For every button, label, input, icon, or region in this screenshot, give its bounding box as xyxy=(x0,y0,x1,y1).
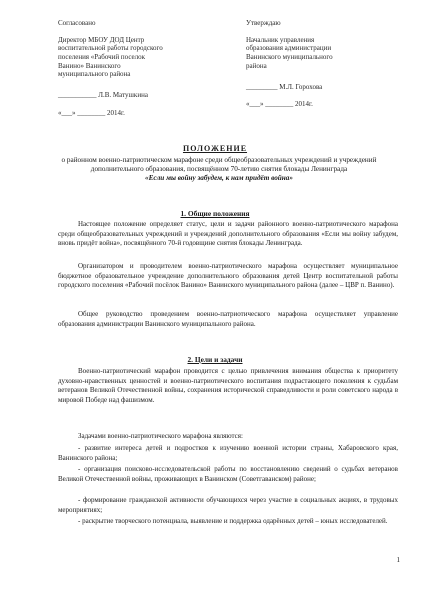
section-1-paragraph-2: Организатором и проводителем военно-патриотического марафона осуществляет муниципальное бюджетное образовательное учреждение дополнительного образования детей Центр воспитательной работы городского поселения «Рабочий посёлок Ванино» Ванинского муниципального района (далее – ЦВР п. Ванино). xyxy=(58,262,398,290)
document-title: ПОЛОЖЕНИЕ xyxy=(182,144,248,153)
approval-left-body: Директор МБОУ ДОД Центр воспитательной работы городского поселения «Рабочий поселок Ванино» Ванинского муниципального района xyxy=(58,35,163,79)
subtitle-text: о районном военно-патриотическом марафоне среди общеобразовательных учреждений и учреждений дополнительного образования, посвящённом 70-летию снятия блокады Ленинграда xyxy=(61,156,377,173)
approval-left-date: «___» ________ 2014г. xyxy=(58,108,125,117)
section-2-heading: 2. Цели и задачи xyxy=(187,355,243,364)
approval-right-date: «___» ________ 2014г. xyxy=(246,99,313,108)
approval-right-heading: Утверждаю xyxy=(246,18,281,27)
section-1-paragraph-1: Настоящее положение определяет статус, цели и задачи районного военно-патриотического марафона среди общеобразовательных учреждений и учреждений дополнительного образования «Если мы войну забудем, вновь придёт война», посвящённого 70-й годовщине снятия блокады Ленинграда. xyxy=(58,220,398,248)
section-2-item-4: - раскрытие творческого потенциала, выявление и поддержка одарённых детей – юных исследователей. xyxy=(78,517,388,525)
section-1-paragraph-3: Общее руководство проведением военно-патриотического марафона осуществляет управление образования администрации Ванинского муниципального района. xyxy=(58,310,398,328)
approval-left-heading: Согласовано xyxy=(58,18,96,27)
section-2-item-2: - организация поисково-исследовательской работы по восстановлению сведений о судьбах ветеранов Великой Отечественной войны, проживающих в Ванинском (Советгаванском) районе; xyxy=(58,465,398,483)
section-2-item-1: - развитие интереса детей и подростков к изучению военной истории страны, Хабаровского края, Ванинского района; xyxy=(58,444,398,462)
page-number: 1 xyxy=(396,556,400,564)
section-2-paragraph-2: Задачами военно-патриотического марафона являются: xyxy=(78,432,243,440)
document-motto: «Если мы войну забудем, к нам придёт война» xyxy=(145,173,293,182)
document-subtitle xyxy=(54,156,384,182)
approval-block-right xyxy=(246,10,406,117)
approval-right-signature: _________ М.Л. Горохова xyxy=(246,82,323,91)
section-1-heading: 1. Общие положения xyxy=(180,209,250,218)
approval-block-left xyxy=(58,10,228,126)
approval-left-signature: ___________ Л.В. Матушкина xyxy=(58,91,148,100)
section-2-paragraph-1: Военно-патриотический марафон проводится с целью привлечения внимания общества к приоритету духовно-нравственных ценностей и военно-патриотического воспитания подрастающего поколения к судьбам ветеранов Великой Отечественной войны, сохранения исторической справедливости и роли советского народа в мировой Победе над фашизмом. xyxy=(58,367,398,404)
section-2-item-3: - формирование гражданской активности обучающихся через участие в социальных акциях, в трудовых мероприятиях; xyxy=(58,496,398,514)
approval-right-body: Начальник управления образования администрации Ванинского муниципального района xyxy=(246,35,333,70)
